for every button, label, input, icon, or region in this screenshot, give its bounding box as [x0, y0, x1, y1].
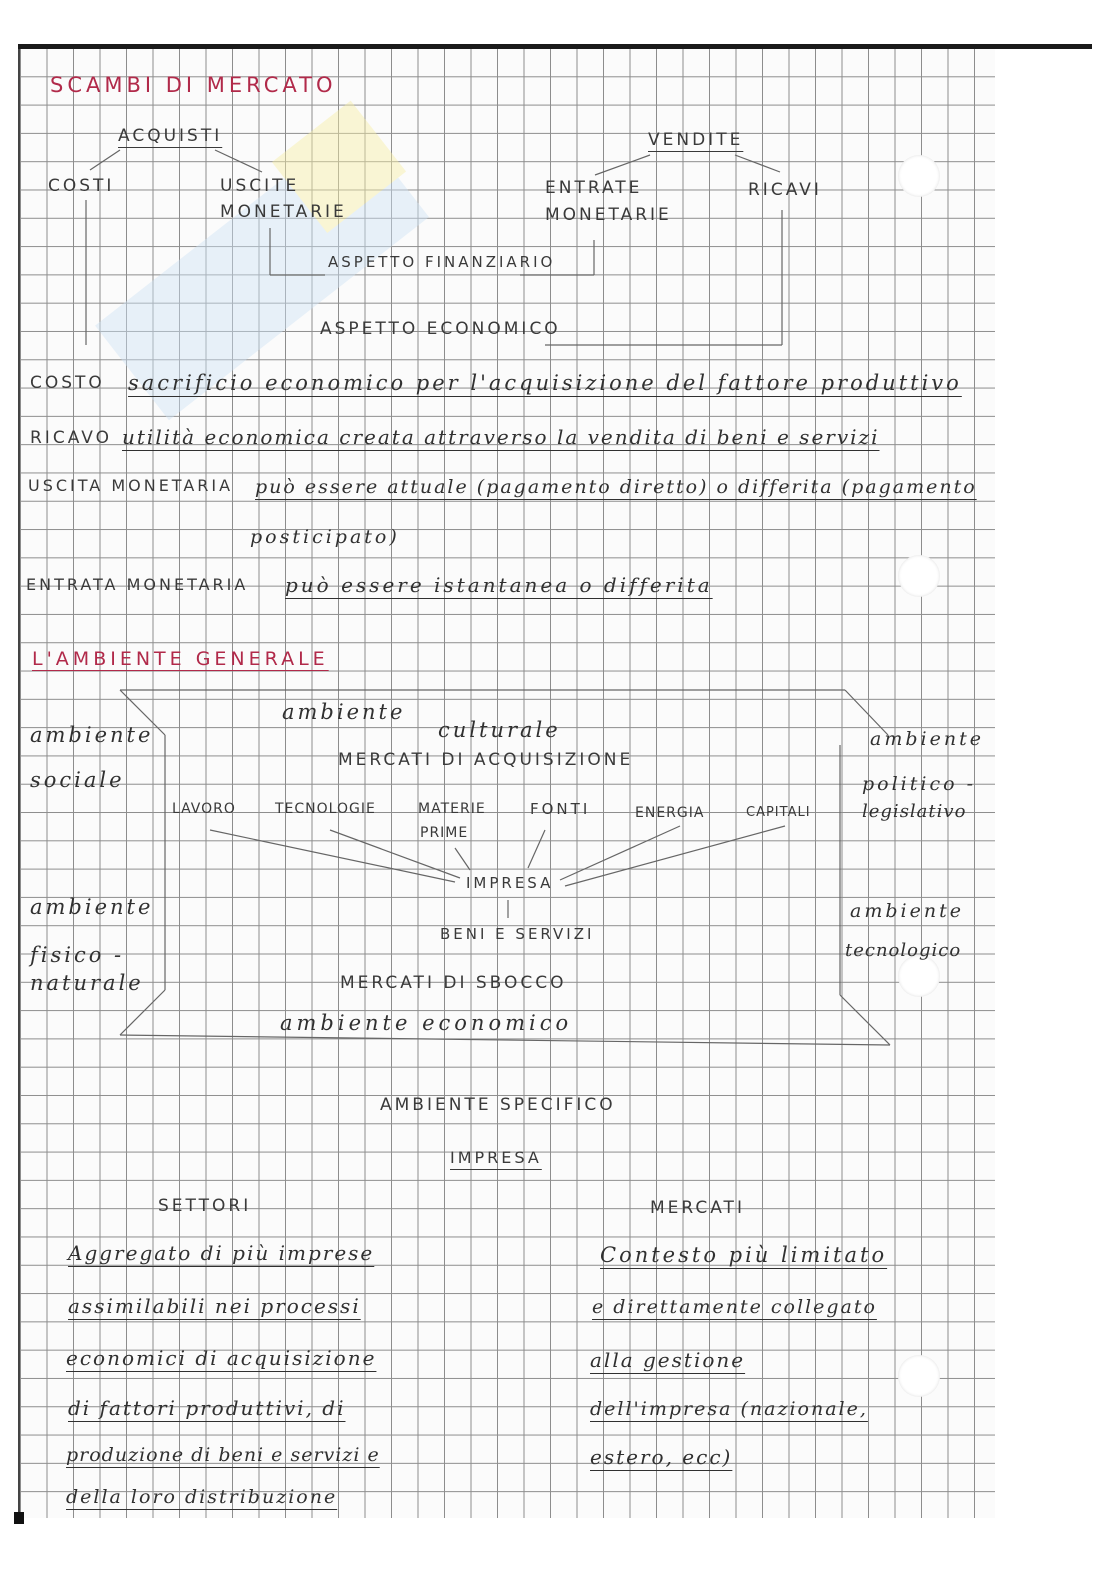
punch-hole: [898, 955, 940, 997]
scan-edge: [18, 44, 1092, 49]
label-energia: ENERGIA: [635, 805, 705, 821]
term-entrata: ENTRATA MONETARIA: [26, 575, 249, 594]
label-settori: SETTORI: [158, 1196, 252, 1216]
label-acquisti: ACQUISTI: [118, 126, 223, 146]
scan-corner-mark: [14, 1512, 24, 1524]
label-impresa-center: IMPRESA: [466, 874, 554, 892]
label-capitali: CAPITALI: [746, 805, 811, 820]
label-mercati-sbocco: MERCATI DI SBOCCO: [340, 973, 567, 993]
label-materie: MATERIE: [418, 801, 486, 817]
def-entrata: può essere istantanea o differita: [285, 573, 713, 597]
label-ambiente-politico-c: legislativo: [862, 801, 967, 822]
label-tecnologie: TECNOLOGIE: [275, 801, 376, 817]
label-costi: COSTI: [48, 176, 115, 196]
label-ambiente-culturale-b: culturale: [438, 718, 561, 742]
label-lavoro: LAVORO: [172, 801, 236, 817]
label-vendite: VENDITE: [648, 130, 744, 150]
label-ambiente-fisico-a: ambiente: [30, 895, 154, 919]
section-title-ambiente-generale: L'AMBIENTE GENERALE: [32, 648, 329, 670]
label-entrate-monetarie: MONETARIE: [545, 205, 672, 225]
label-entrate: ENTRATE: [545, 178, 643, 198]
label-ambiente-politico-a: ambiente: [870, 728, 984, 750]
settori-line: economici di acquisizione: [66, 1346, 377, 1370]
label-ambiente-tecnologico-a: ambiente: [850, 900, 964, 922]
mercati-line: estero, ecc): [590, 1445, 733, 1469]
settori-line: produzione di beni e servizi e: [66, 1444, 380, 1466]
section-title-ambiente-specifico: AMBIENTE SPECIFICO: [380, 1095, 616, 1115]
def-uscita-cont: posticipato): [250, 526, 400, 548]
def-ricavo: utilità economica creata attraverso la vendita di beni e servizi: [122, 425, 880, 449]
mercati-line: Contesto più limitato: [600, 1243, 888, 1267]
label-beni-servizi: BENI E SERVIZI: [440, 925, 595, 943]
term-ricavo: RICAVO: [30, 428, 112, 448]
settori-line: della loro distribuzione: [66, 1486, 338, 1508]
section-title-scambi: SCAMBI DI MERCATO: [50, 73, 337, 97]
mercati-line: dell'impresa (nazionale,: [590, 1398, 868, 1420]
label-ambiente-sociale-a: ambiente: [30, 723, 154, 747]
label-ambiente-fisico-c: naturale: [30, 971, 144, 995]
label-aspetto-economico: ASPETTO ECONOMICO: [320, 319, 561, 339]
settori-line: Aggregato di più imprese: [68, 1241, 375, 1265]
settori-line: di fattori produttivi, di: [68, 1396, 346, 1420]
def-uscita: può essere attuale (pagamento diretto) o differita (pagamento: [255, 476, 977, 498]
punch-hole: [898, 1355, 940, 1397]
mercati-line: alla gestione: [590, 1348, 746, 1372]
punch-hole: [898, 155, 940, 197]
label-ambiente-sociale-b: sociale: [30, 768, 125, 792]
label-ambiente-economico: ambiente economico: [280, 1011, 573, 1035]
label-ricavi: RICAVI: [748, 180, 822, 200]
label-fonti: FONTI: [530, 800, 591, 818]
label-ambiente-politico-b: politico -: [862, 773, 977, 795]
label-mercati: MERCATI: [650, 1198, 745, 1218]
label-prime: PRIME: [420, 825, 469, 841]
mercati-line: e direttamente collegato: [592, 1296, 877, 1318]
label-uscite: USCITE: [220, 176, 300, 196]
label-mercati-acquisizione: MERCATI DI ACQUISIZIONE: [338, 750, 634, 770]
label-ambiente-tecnologico-b: tecnologico: [845, 940, 962, 961]
label-uscite-monetarie: MONETARIE: [220, 202, 347, 222]
settori-line: assimilabili nei processi: [68, 1294, 361, 1318]
label-impresa-specifico: IMPRESA: [450, 1148, 542, 1167]
label-aspetto-finanziario: ASPETTO FINANZIARIO: [328, 253, 556, 271]
term-uscita: USCITA MONETARIA: [28, 476, 234, 495]
label-ambiente-culturale-a: ambiente: [282, 700, 406, 724]
label-ambiente-fisico-b: fisico -: [30, 943, 125, 967]
term-costo: COSTO: [30, 373, 105, 393]
punch-hole: [898, 555, 940, 597]
def-costo: sacrificio economico per l'acquisizione del fattore produttivo: [128, 371, 962, 395]
